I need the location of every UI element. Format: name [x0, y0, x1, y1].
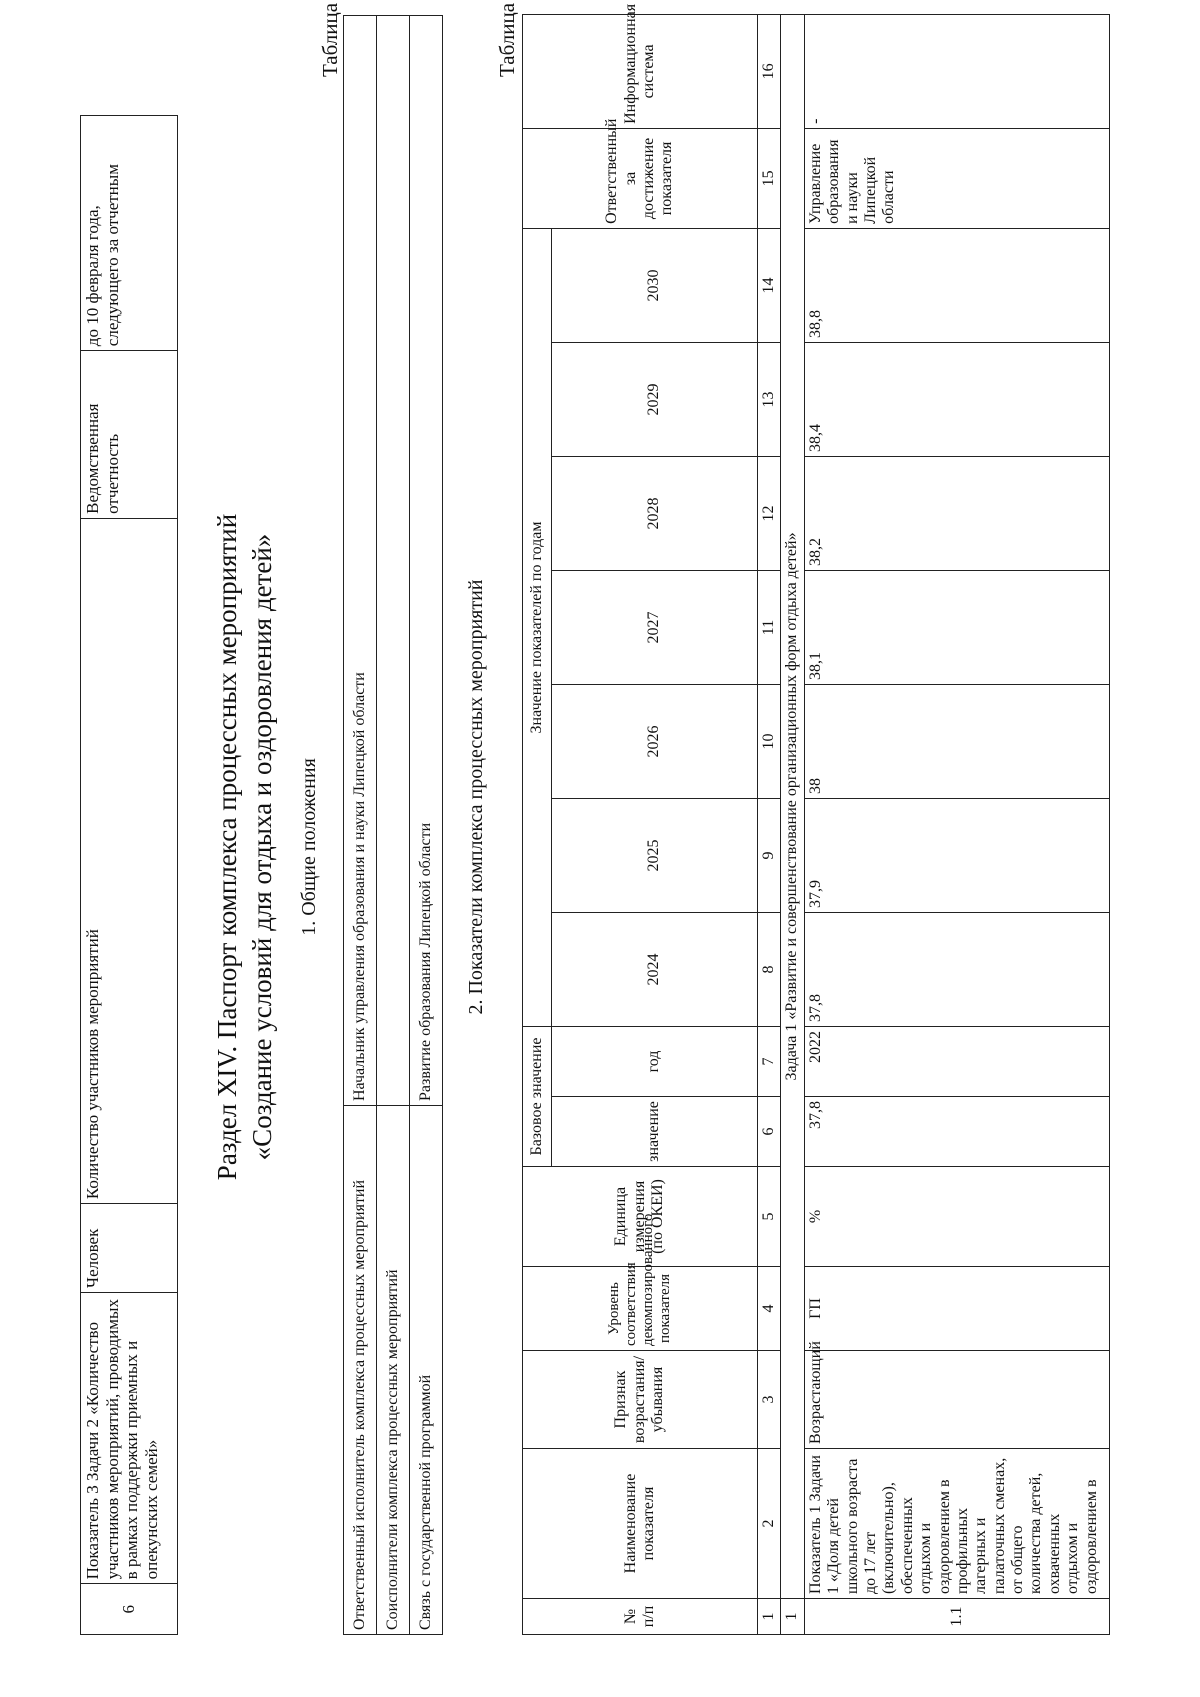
indicator-value-2029: 38,4: [804, 342, 1109, 456]
header-base-year: год: [552, 1026, 758, 1096]
indicator-level: ГП: [804, 1267, 1109, 1351]
row-number: 6: [81, 1584, 178, 1635]
general-table: [343, 15, 443, 1635]
indicator-name: Показатель 3 Задачи 2 «Количество участников мероприятий, проводимых в рамках поддержки приемных и опекунских семей»: [81, 1292, 178, 1583]
header-row: [523, 14, 552, 1634]
indicator-info-system: -: [804, 14, 1109, 128]
indicator-value-2028: 38,2: [804, 456, 1109, 570]
col-number: 6: [758, 1097, 781, 1167]
col-number: 16: [758, 14, 781, 128]
column-number-row: [758, 14, 781, 1634]
general-value: Развитие образования Липецкой области: [410, 16, 443, 1106]
col-number: 13: [758, 342, 781, 456]
header-year: 2028: [552, 456, 758, 570]
indicator-value-2025: 37,9: [804, 798, 1109, 912]
col-number: 11: [758, 570, 781, 684]
indicator-value-2030: 38,8: [804, 228, 1109, 342]
section-title-line2: «Создание условий для отдыха и оздоровления детей»: [247, 533, 278, 1161]
task-number: 1: [781, 1599, 804, 1635]
header-level: Уровень соответствия декомпозированного показателя: [523, 1267, 758, 1351]
indicator-value-2026: 38: [804, 684, 1109, 798]
header-unit: Единица измерения (по ОКЕИ): [523, 1167, 758, 1267]
col-number: 8: [758, 912, 781, 1026]
deadline: до 10 февраля года, следующего за отчетным: [81, 116, 178, 351]
table-row: [804, 14, 1109, 1634]
header-info: Информационная система: [523, 14, 758, 128]
general-heading: 1. Общие положения: [298, 758, 320, 936]
table-row: [344, 16, 377, 1635]
table-row: [81, 116, 178, 1635]
header-year: 2030: [552, 228, 758, 342]
general-label: Ответственный исполнитель комплекса процессных мероприятий: [344, 1106, 377, 1635]
previous-table-continuation: [80, 115, 178, 1635]
indicators-heading: 2. Показатели комплекса процессных мероприятий: [465, 579, 487, 1015]
indicator-number: 1.1: [804, 1599, 1109, 1635]
col-number: 5: [758, 1167, 781, 1267]
header-name: Наименование показателя: [523, 1449, 758, 1599]
col-number: 14: [758, 228, 781, 342]
col-number: 7: [758, 1026, 781, 1096]
header-sign: Признак возрастания/ убывания: [523, 1351, 758, 1449]
section-title: [210, 347, 280, 1347]
header-year: 2024: [552, 912, 758, 1026]
indicator-value-2027: 38,1: [804, 570, 1109, 684]
col-number: 3: [758, 1351, 781, 1449]
col-number: 15: [758, 128, 781, 228]
general-label: Связь с государственной программой: [410, 1106, 443, 1635]
indicator-name: Показатель 1 Задачи 1 «Доля детей школьного возраста до 17 лет (включительно), обеспеченных отдыхом и оздоровлением в профильных лагерных и палаточных сменах, от общего количества детей, охваченных отдыхом и оздоровлением в: [804, 1449, 1109, 1599]
table-label: Таблица: [318, 2, 342, 77]
table-label: Таблица: [495, 2, 519, 77]
task-row: [781, 14, 804, 1634]
section-title-line1: Раздел XIV. Паспорт комплекса процессных мероприятий: [212, 513, 242, 1181]
indicator-value-2024: 37,8: [804, 912, 1109, 1026]
data-source: Ведомственная отчетность: [81, 351, 178, 519]
indicator-base-year: 2022: [804, 1026, 1109, 1096]
table-row: [410, 16, 443, 1635]
task-text: Задача 1 «Развитие и совершенствование организационных форм отдыха детей»: [781, 14, 804, 1598]
col-number: 1: [758, 1599, 781, 1635]
table-row: [377, 16, 410, 1635]
unit: Человек: [81, 1204, 178, 1293]
header-years-group: Значение показателей по годам: [523, 228, 552, 1026]
header-year: 2025: [552, 798, 758, 912]
indicator-unit: %: [804, 1167, 1109, 1267]
header-year: 2029: [552, 342, 758, 456]
header-responsible: Ответственный за достижение показателя: [523, 128, 758, 228]
general-value: [377, 16, 410, 1106]
header-base-value: значение: [552, 1097, 758, 1167]
indicator-base-value: 37,8: [804, 1097, 1109, 1167]
calculation-method: Количество участников мероприятий: [81, 518, 178, 1203]
indicators-table: [522, 3, 1110, 1635]
col-number: 12: [758, 456, 781, 570]
col-number: 9: [758, 798, 781, 912]
header-year: 2026: [552, 684, 758, 798]
header-year: 2027: [552, 570, 758, 684]
col-number: 2: [758, 1449, 781, 1599]
col-number: 10: [758, 684, 781, 798]
indicator-responsible: Управление образования и науки Липецкой области: [804, 128, 1109, 228]
col-number: 4: [758, 1267, 781, 1351]
indicator-sign: Возрастающий: [804, 1351, 1109, 1449]
general-label: Соисполнители комплекса процессных мероприятий: [377, 1106, 410, 1635]
general-value: Начальник управления образования и науки Липецкой области: [344, 16, 377, 1106]
header-base: Базовое значение: [523, 1026, 552, 1166]
header-num: № п/п: [523, 1599, 758, 1635]
